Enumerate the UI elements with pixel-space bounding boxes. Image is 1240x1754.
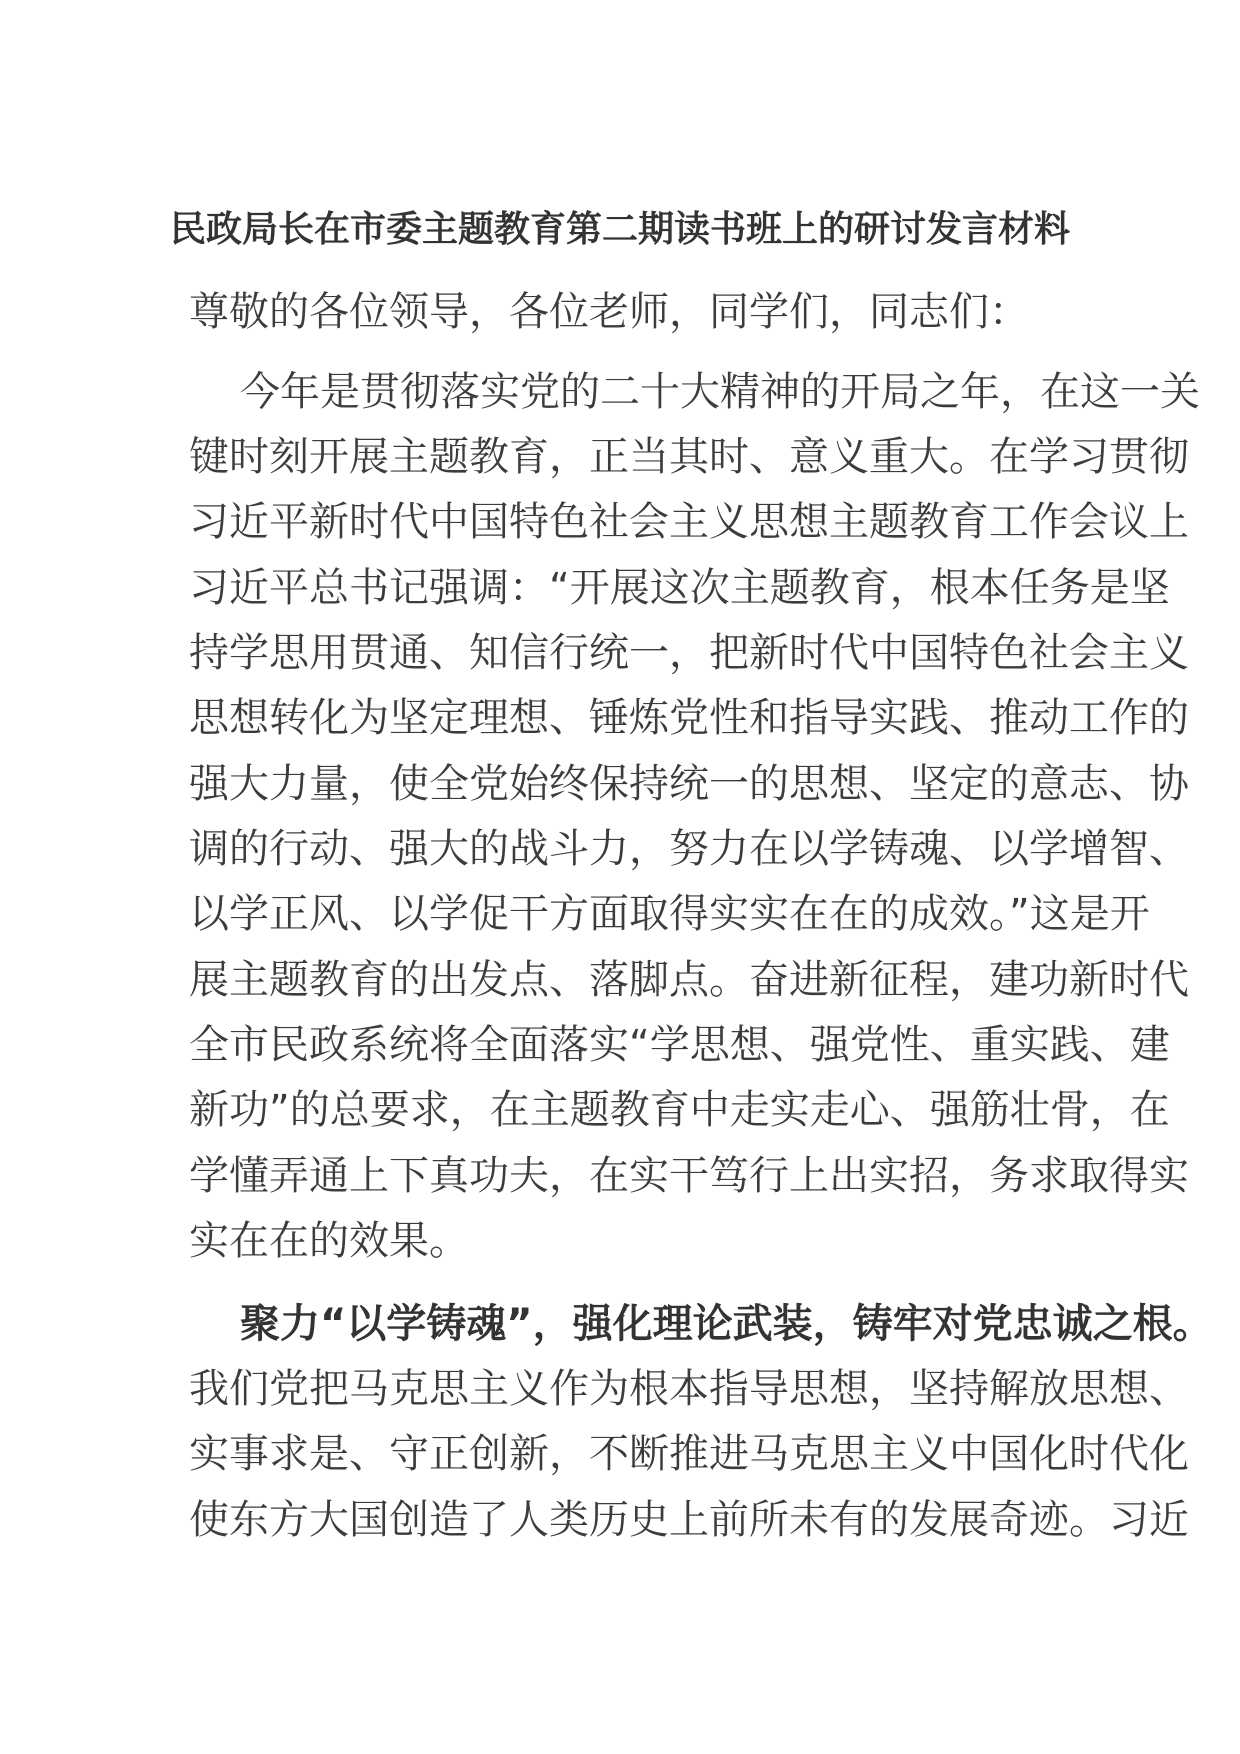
text-line: 强大力量，使全党始终保持统一的思想、坚定的意志、协 <box>189 761 1189 807</box>
text-line: 习近平总书记强调：“开展这次主题教育，根本任务是坚 <box>189 565 1170 611</box>
document-title: 民政局长在市委主题教育第二期读书班上的研讨发言材料 <box>169 209 1070 250</box>
text-line: 以学正风、以学促干方面取得实实在在的成效。”这是开 <box>189 891 1150 937</box>
text-line: 调的行动、强大的战斗力，努力在以学铸魂、以学增智、 <box>189 826 1189 872</box>
text-line: 新功”的总要求，在主题教育中走实走心、强筋壮骨，在 <box>189 1087 1170 1133</box>
text-line: 习近平新时代中国特色社会主义思想主题教育工作会议上 <box>189 499 1189 545</box>
section-heading: 聚力“以学铸魂”，强化理论武装，铸牢对党忠诚之根。 <box>240 1301 1213 1347</box>
text-line: 今年是贯彻落实党的二十大精神的开局之年，在这一关 <box>240 369 1200 415</box>
text-line: 思想转化为坚定理想、锤炼党性和指导实践、推动工作的 <box>189 695 1189 741</box>
text-line: 展主题教育的出发点、落脚点。奋进新征程，建功新时代 <box>189 957 1189 1003</box>
text-line: 实事求是、守正创新，不断推进马克思主义中国化时代化 <box>189 1431 1189 1477</box>
text-line: 学懂弄通上下真功夫，在实干笃行上出实招，务求取得实 <box>189 1153 1189 1199</box>
text-line: 使东方大国创造了人类历史上前所未有的发展奇迹。习近 <box>189 1497 1189 1543</box>
text-line: 持学思用贯通、知信行统一，把新时代中国特色社会主义 <box>189 630 1189 676</box>
greeting: 尊敬的各位领导，各位老师，同学们，同志们： <box>189 289 1029 335</box>
text-line: 实在在的效果。 <box>189 1218 469 1264</box>
text-line: 键时刻开展主题教育，正当其时、意义重大。在学习贯彻 <box>189 434 1189 480</box>
text-line: 全市民政系统将全面落实“学思想、强党性、重实践、建 <box>189 1022 1170 1068</box>
text-line: 我们党把马克思主义作为根本指导思想，坚持解放思想、 <box>189 1366 1189 1412</box>
